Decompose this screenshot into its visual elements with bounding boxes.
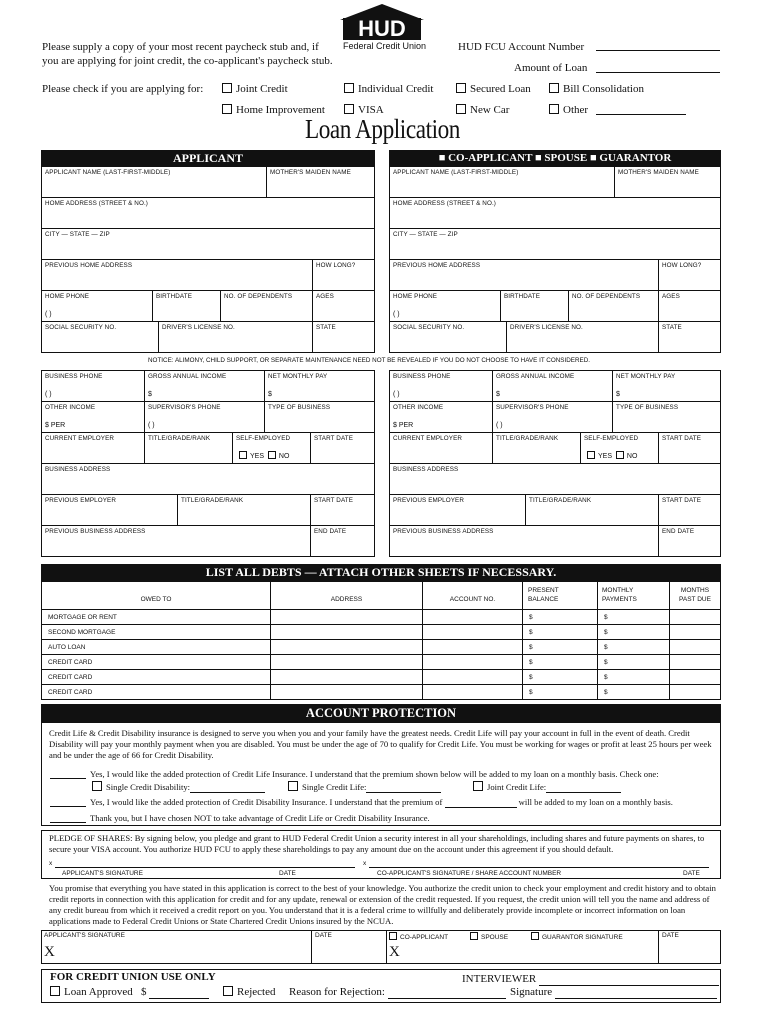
svg-text:HUD: HUD [358, 16, 406, 40]
amount-of-loan-label: Amount of Loan [514, 62, 588, 74]
account-number-field[interactable] [596, 50, 720, 51]
promise-date-label-2: DATE [662, 932, 679, 939]
self-employed-options[interactable]: YES NO [239, 451, 289, 460]
intro-line-2: you are applying for joint credit, the co-applicant's paycheck stub. [42, 55, 333, 67]
debt-row[interactable] [42, 685, 720, 700]
debts-header-row: OWED TO ADDRESS ACCOUNT NO. PRESENT BALANCE MONTHLY PAYMENTS MONTHS PAST DUE [42, 582, 720, 610]
opt2-blank[interactable] [50, 806, 86, 807]
checkbox[interactable] [344, 83, 354, 93]
debt-row-label: CREDIT CARD [48, 689, 93, 696]
dollar-sign: $ [529, 644, 533, 651]
joint-life-option[interactable]: Joint Credit Life: [473, 781, 621, 793]
pledge-text: PLEDGE OF SHARES: By signing below, you pledge and grant to HUD Federal Credit Union a security interest in all your shareholdings, including shares and future payments on shares, to secure your VISA account. You authorize HUD FCU to apply these shareholdings to pay any amount due on the account under this agreement if you should default. [49, 833, 705, 854]
promise-spouse-option[interactable]: SPOUSE [470, 932, 508, 941]
account-number-label: HUD FCU Account Number [458, 41, 585, 53]
dollar-sign: $ [529, 614, 533, 621]
promise-applicant-x[interactable]: X [44, 944, 55, 960]
checkbox[interactable] [531, 932, 539, 940]
debt-row[interactable] [42, 640, 720, 655]
dollar-sign: $ [604, 629, 608, 636]
promise-applicant-label: APPLICANT'S SIGNATURE [44, 932, 125, 939]
single-disability-option[interactable]: Single Credit Disability: [92, 781, 265, 793]
option-visa[interactable]: VISA [344, 103, 384, 117]
checkbox[interactable] [587, 451, 595, 459]
option-bill-consolidation[interactable]: Bill Consolidation [549, 82, 644, 96]
checkbox[interactable] [288, 781, 298, 791]
debts-table [41, 581, 721, 700]
checkbox[interactable] [616, 451, 624, 459]
debt-row[interactable] [42, 655, 720, 670]
dollar-sign: $ [604, 674, 608, 681]
interviewer-field[interactable]: INTERVIEWER [462, 972, 719, 986]
pledge-date-label-1: DATE [279, 870, 296, 877]
checkbox[interactable] [239, 451, 247, 459]
checkbox[interactable] [222, 104, 232, 114]
opt1-blank[interactable] [50, 778, 86, 779]
checkbox[interactable] [473, 781, 483, 791]
pledge-x-2: x [363, 860, 367, 867]
debt-row[interactable] [42, 625, 720, 640]
pledge-co-label: CO-APPLICANT'S SIGNATURE / SHARE ACCOUNT NUMBER [377, 870, 562, 877]
promise-date-label-1: DATE [315, 932, 332, 939]
option-secured-loan[interactable]: Secured Loan [456, 82, 531, 96]
checkbox[interactable] [456, 83, 466, 93]
dollar-sign: $ [529, 689, 533, 696]
pledge-date-label-2: DATE [683, 870, 700, 877]
checkbox[interactable] [344, 104, 354, 114]
opt1-text: Yes, I would like the added protection of Credit Life Insurance. I understand that the premium shown below will be added to my loan on a monthly basis. Check one: [90, 769, 659, 779]
debt-row-label: SECOND MORTGAGE [48, 629, 116, 636]
notice-text: NOTICE: ALIMONY, CHILD SUPPORT, OR SEPARATE MAINTENANCE NEED NOT BE REVEALED IF YOU DO NOT CHOOSE TO HAVE IT CONSIDERED. [148, 357, 591, 364]
promise-text: You promise that everything you have stated in this application is correct to the best of your knowledge. You authorize the credit union to check your employment and credit history and to obtain credit reports in connection with this application for credit and for any update, renewal or extension of the credit requested. If you request, the credit union will tell you the name and address of any credit bureau from which it received a credit report on you. You understand that it is a federal crime to willfully and deliberately provide incomplete or incorrect information on loan applications made to Federal Credit Unions or State Chartered Credit Unions insured by the NCUA. [49, 883, 716, 926]
house-logo-icon [340, 4, 424, 40]
dollar-sign: $ [529, 629, 533, 636]
checkbox[interactable] [470, 932, 478, 940]
coapplicant-grid: APPLICANT NAME (LAST-FIRST-MIDDLE) MOTHER'S MAIDEN NAME HOME ADDRESS (STREET & NO.) CITY — STATE — ZIP PREVIOUS HOME ADDRESS HOW LONG? HOME PHONE ( ) BIRTHDATE NO. OF DEPENDENTS AGES SOCIAL SECURITY NO. DRIVER'S LICENSE NO. STATE [389, 166, 721, 353]
checkbox[interactable] [50, 986, 60, 996]
pledge-x-1: x [49, 860, 53, 867]
coapplicant-band: ■ CO-APPLICANT ■ SPOUSE ■ GUARANTOR [389, 150, 721, 166]
debt-row[interactable] [42, 670, 720, 685]
option-new-car[interactable]: New Car [456, 103, 509, 117]
promise-co-applicant-option[interactable]: CO-APPLICANT [389, 932, 448, 941]
loan-approved-option[interactable]: Loan Approved $ [50, 985, 209, 999]
checkbox[interactable] [456, 104, 466, 114]
dollar-sign: $ [529, 674, 533, 681]
option-joint-credit[interactable]: Joint Credit [222, 82, 288, 96]
checkbox[interactable] [268, 451, 276, 459]
debt-row-label: CREDIT CARD [48, 674, 93, 681]
pledge-applicant-label: APPLICANT'S SIGNATURE [62, 870, 143, 877]
option-home-improvement[interactable]: Home Improvement [222, 103, 325, 117]
hud-logo [340, 4, 424, 40]
self-employed-options[interactable]: YES NO [587, 451, 637, 460]
office-use-title: FOR CREDIT UNION USE ONLY [50, 971, 216, 983]
dollar-sign: $ [604, 689, 608, 696]
check-prompt: Please check if you are applying for: [42, 83, 204, 95]
opt2-text: Yes, I would like the added protection of Credit Disability Insurance. I understand that the premium of will be added to my loan on a monthly basis. [90, 797, 673, 807]
dollar-sign: $ [604, 614, 608, 621]
applicant-grid: APPLICANT NAME (LAST-FIRST-MIDDLE) MOTHER'S MAIDEN NAME HOME ADDRESS (STREET & NO.) CITY — STATE — ZIP PREVIOUS HOME ADDRESS HOW LONG? HOME PHONE ( ) BIRTHDATE NO. OF DEPENDENTS AGES SOCIAL SECURITY NO. DRIVER'S LICENSE NO. STATE [41, 166, 375, 353]
checkbox[interactable] [222, 83, 232, 93]
promise-guarantor-option[interactable]: GUARANTOR SIGNATURE [531, 932, 623, 941]
single-life-option[interactable]: Single Credit Life: [288, 781, 441, 793]
applicant-band: APPLICANT [41, 150, 375, 166]
checkbox[interactable] [223, 986, 233, 996]
protection-paragraph: Credit Life & Credit Disability insurance is designed to serve you when you and your family have the greatest needs. Credit Life will pay your account in full in the event of death. Credit Disability will pay your monthly payment when you are disabled. You must be under the age of 70 to qualify for Credit Life. You must be working for wages or profit at least 25 hours per week and be under the age of 66 for Credit Disability. [49, 728, 712, 760]
applicant-employment-grid: BUSINESS PHONE ( ) GROSS ANNUAL INCOME $ NET MONTHLY PAY $ OTHER INCOME $ PER SUPERVISOR'S PHONE ( ) TYPE OF BUSINESS CURRENT EMPLOYER TITLE/GRADE/RANK SELF-EMPLOYED YES NO START DATE BUSINESS ADDRESS PREVIOUS EMPLOYER TITLE/GRADE/RANK START DATE PREVIOUS BUSINESS ADDRESS END DATE [41, 370, 375, 557]
coapplicant-employment-grid: BUSINESS PHONE ( ) GROSS ANNUAL INCOME $ NET MONTHLY PAY $ OTHER INCOME $ PER SUPERVISOR'S PHONE ( ) TYPE OF BUSINESS CURRENT EMPLOYER TITLE/GRADE/RANK SELF-EMPLOYED YES NO START DATE BUSINESS ADDRESS PREVIOUS EMPLOYER TITLE/GRADE/RANK START DATE PREVIOUS BUSINESS ADDRESS END DATE [389, 370, 721, 557]
option-individual-credit[interactable]: Individual Credit [344, 82, 433, 96]
intro-line-1: Please supply a copy of your most recent paycheck stub and, if [42, 41, 319, 53]
opt3-text: Thank you, but I have chosen NOT to take advantage of Credit Life or Credit Disability Insurance. [90, 813, 430, 823]
promise-co-x[interactable]: X [389, 944, 400, 960]
org-name: Federal Credit Union [343, 41, 427, 51]
dollar-sign: $ [604, 644, 608, 651]
checkbox[interactable] [92, 781, 102, 791]
dollar-sign: $ [529, 659, 533, 666]
protection-band: ACCOUNT PROTECTION [41, 704, 721, 722]
option-other[interactable]: Other [549, 103, 588, 117]
debt-row-label: AUTO LOAN [48, 644, 86, 651]
page-title: Loan Application [305, 114, 460, 144]
rejected-option[interactable]: Rejected [223, 985, 275, 999]
amount-of-loan-field[interactable] [596, 72, 720, 73]
debt-row-label: MORTGAGE OR RENT [48, 614, 117, 621]
opt3-blank[interactable] [50, 822, 86, 823]
checkbox[interactable] [549, 104, 559, 114]
debt-row[interactable] [42, 610, 720, 625]
pledge-applicant-line[interactable] [55, 867, 355, 868]
dollar-sign: $ [604, 659, 608, 666]
signature-field[interactable]: Signature [510, 985, 717, 999]
checkbox[interactable] [389, 932, 397, 940]
rejection-reason[interactable]: Reason for Rejection: [289, 985, 506, 999]
other-field[interactable] [596, 114, 686, 115]
debt-row-label: CREDIT CARD [48, 659, 93, 666]
pledge-co-line[interactable] [369, 867, 709, 868]
checkbox[interactable] [549, 83, 559, 93]
debts-band: LIST ALL DEBTS — ATTACH OTHER SHEETS IF NECESSARY. [41, 564, 721, 581]
